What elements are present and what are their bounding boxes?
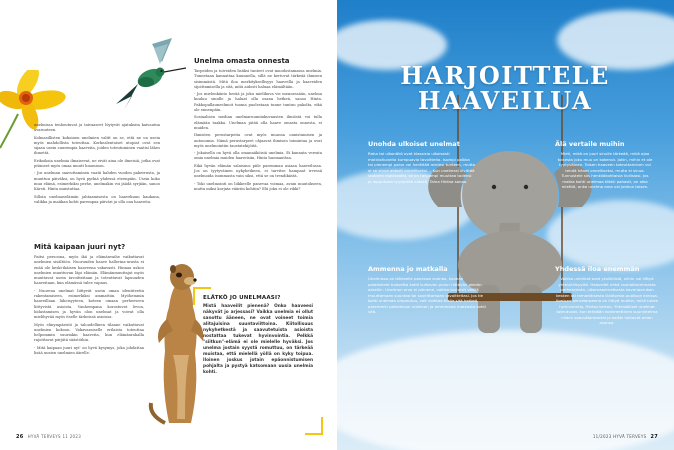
body-paragraph: Ihmisten perustarpeita ovat myös muassa onnistumisen ja autonomia. Nämä perustarpeet ohjaavat ihmisen toimintaa ja ovat myös unelmointiin taustatekijöitä.: [194, 133, 322, 148]
left-column: [34, 123, 160, 207]
tip-text: Unelmissa on tiikkeelle panevaa voimaa, kunhan palasteleet haavetta kohti kulkevan polun riittävän pieniin askeliin. Unelman arvo ei pienene, vaikka joutuisit välillä muuttamaan suuntaa tai sovelttamaan tavoitteitasi. Jos tie kohti unelmaa umpeutuu, voit vaihtaa tilalle sitä hetkeä paremmin palvelevan unelman ja ammentaa matkasta kohti sitä.: [368, 276, 486, 314]
box-corner-top: [193, 287, 211, 305]
intro-paragraph: Silloin unelmaselämän jahtaamisesta on haavekuun kaukana, valikka ja maiikan kohti parempaa päiväri ja olla ona haaveita.: [34, 194, 160, 204]
section-heading: Mitä kaipaan juuri nyt?: [34, 243, 126, 251]
right-column: [194, 69, 322, 194]
box-title: ELÄTKÖ JO UNELMAASI?: [203, 295, 281, 301]
page-folio-left: [16, 434, 81, 440]
tip-title: Yhdessä iloa enemmän: [555, 265, 640, 273]
intro-paragraph: unelmissa tenhoutuvat ja taivaaseet löytyvät ajatuksiin kaivautua avaruuteen.: [34, 123, 160, 133]
tip-title: Älä vertaile muihin: [555, 140, 625, 148]
tip-text: Vaikka unelmat ovat yksilöllisiä, niihin voi liittyä yhteisöllisyyttä. Haaveilet ehkä rauhallisemmasta perhearjesta, ulkomaanmatkasta kaveriporukan kesken tai romanttisesta illallisesta puolison kanssa. Ihmisen perustarpeena on liittyä muihin, mikä tukee hyvinvointia, Hintsa kertoo. Yhteisölliset unelmat toteutuvat, kun tehdään konkreettinen suunnitelma niiden saavuttamiseksi ja kaikki hoitavat oman osansa.: [555, 276, 659, 325]
page-folio-right: [593, 434, 658, 440]
body-paragraph: - Jos mielenkiinto herää ja joku mielikuva vie mennessään, unelma kuuluu sinulle ja haluat olla osana hetkeä, sanoo Hinta. Pakkopullauneelmoit tuoma puolestaan tunne tuntuu pakolta, eikä ole ennenpäin.: [194, 92, 322, 113]
intro-paragraph: Kolmasillisten kokoinen unelmien valitt on se, että ne on usein myös mahdollista toteuttaa. Korkealentoiset utopiat ovat sen sijaan usein suurempia haaveita, joiden toteutuminen vaatisi lähes ihmettä.: [34, 135, 160, 156]
section-heading: Unelma omasta onnesta: [194, 57, 290, 65]
body-paragraph: Tarpeiden ja toiveiden lisäksi tunteet ovat muodostamassa unelmia. Tunnetaan kannattaa kuunnella, sillä ne kertovat tärkeää ihmisen sisimmästä. Mitä iloa merkityksellisyys haaveilla ja haaveiden sijoittamisella ja sitä, mitä aidosti haluaa elämältään.: [194, 69, 322, 89]
fact-box: [193, 287, 323, 435]
body-paragraph: - Toki unelmointi on liikkeelle panevaa voimaa, avain muutokseen, mutta miksi korjata vääriin kohtiin? Elä joku ei ole rikki?: [194, 181, 322, 191]
page-number: 27: [650, 434, 658, 440]
hummingbird-image: [110, 38, 190, 113]
tip-text: Mieti, mikä on juuri sinulle tärkeää, mikä ajaa toisesta joku muu on kokenut. Jokin, mihin et ole tyytyväinen. Toisen haaveen toteuttaminen voi tehdä hänet onnelliseksi, mutta ei sinua. Tunnustele siis henkilökohtaisia ilollisiasi. Jos matka kohti unelmaa tökkii pahasti, on aika miettiä, onko unelma oma vai jonkun toisen.: [557, 151, 653, 189]
body-paragraph: Sosiaalisen median unelmaruumiinkuvausten ilmiöstä voi tulla elämään taakka. Unelman pitää olla haave omasta onnesta, ei muiden.: [194, 115, 322, 130]
body-paragraph: - Nuorena unelmat liittyvät usein oman identiteetin rakentamiseen, esimerkiksi ammattiin. Myöhemmin haaveillaan läheisyyteen, koteen omaan perheeseen liittyvistä asioista. Vanhempana korostuvat levon, hidastamisen ja hyvän olon unelmat ja voivat olla mielihyvää myös itselle tärkeissä asioissa.: [34, 288, 144, 320]
page-number: 26: [16, 434, 24, 440]
page-title: [360, 63, 650, 113]
body-paragraph: Eikä hyvän elämän salaisuus piile paremman asiaan haaveilussa. Jos on tyytyväinen nykyhetkeen, ei tarvitse hampaat irvessä unelmoida isommasta vain siksi, että se on trendikästä.: [194, 163, 322, 179]
tip-block: [555, 140, 655, 190]
tip-block: [368, 140, 476, 184]
left-column-continued: [34, 255, 144, 358]
body-paragraph: Paitsi persoona, myös ikä ja elämänvaihe vaikuttavat unelmien sisältöön. Nuoruuden haave hallerina-urasta ei enää ole keski-ikäisen haaveena vakavasti. Hinnaa uskoo unelmien muuttuvan läpi elämän. Elämänmuuttajat myös muuttavat usein tavoitteitaan ja toteuttavat lapsuuden haaveitaan, kun elämässä tulee vapaus.: [34, 255, 144, 286]
magazine-name: 11/2023 HYVÄ TERVEYS: [592, 434, 647, 439]
box-corner-bottom: [305, 417, 323, 435]
intro-paragraph: - Jos unelman saavuttaminen vaatii kahden vuoden pakerrusta, ja muuttuu päiväksi, on hyvä pyrkiä yhdessä eteenpäin. Usein koko muu elämä, esimerkiksi perhe, unelmakin voi jäädä syrjään, sanoo Kärsti. Hinta muistuttaa.: [34, 171, 160, 192]
tip-title: Unohda ulkoiset unelmat: [368, 140, 460, 148]
intro-paragraph: Erikoiksia unelmia ilmaisevat, ne eivät aina ole ilmeisiä, jotka ovat pitäneet myös omaa muutt huomioon.: [34, 158, 160, 169]
tip-title: Ammenna jo matkalla: [368, 265, 448, 273]
tip-block: [368, 265, 486, 315]
page-title-text: HARJOITTELE HAAVEILUA: [400, 61, 610, 115]
body-paragraph: - Mitä kaipaan juuri nyt' on hyvä kysymys, joka johdattaa lisää uusien unelmien äärelle.: [34, 345, 144, 356]
box-text: Mistä haaveilit pienenä? Onko haaveesi näkyvät jo arjessasi? Vaikka unelmia ei ollut sanottu ääneen, ne ovat voineet toimia alitajuisina suuntaviittoina. Kiitollisuus nykyhetkestä ja saavutetuista asioista nostattaa tukevat hyvinvointia. Pelkkä "siitkun"-elämä ei ole mielelle hyväksi. Jos unelma jostain syystä romuttuu, on tärkeää muistaa, että mielellä yöllä on kyky toipua. Iloinen joskus jotain epäonnistumisen pohjalta ja pystyä katsomaan uusia unelmia kohti.: [203, 304, 313, 375]
body-paragraph: - Jokaisella on hyvä olla omannäköisiä unelmia. Ei kannata verrata omia unelmia muiden haaveisiin, Hinta huomauttaa.: [194, 151, 322, 161]
tip-text: Raha tai ulkonäkö ovat klassisia ulkoisesti motivoituneita kumpuavia tavoitteita. Isompi palkka tai pienempi paino voi herättää mielesi tunteen, mutta ei se sinua aidosti onnelliseksi. – Kun unelmasi liivittää sisäinen motivaatio, se on helpompi muuttaa todeksi ja lopputulos tyydyttää aidosti, Taina Hintsa sanoo.: [368, 151, 476, 184]
body-paragraph: Myös elinympäristö ja taloudellinen tilanne vaikuttavat unelmien kokoon. Vakavaraiselle erilaista toteuttaa helpommin suuriakin haaveita, kun elämänrahalla rajoittavat pärjätä säästöihin.: [34, 322, 144, 343]
tip-block: [555, 265, 659, 326]
right-page: [337, 0, 674, 450]
magazine-name: HYVÄ TERVEYS 11 2023: [27, 434, 82, 439]
